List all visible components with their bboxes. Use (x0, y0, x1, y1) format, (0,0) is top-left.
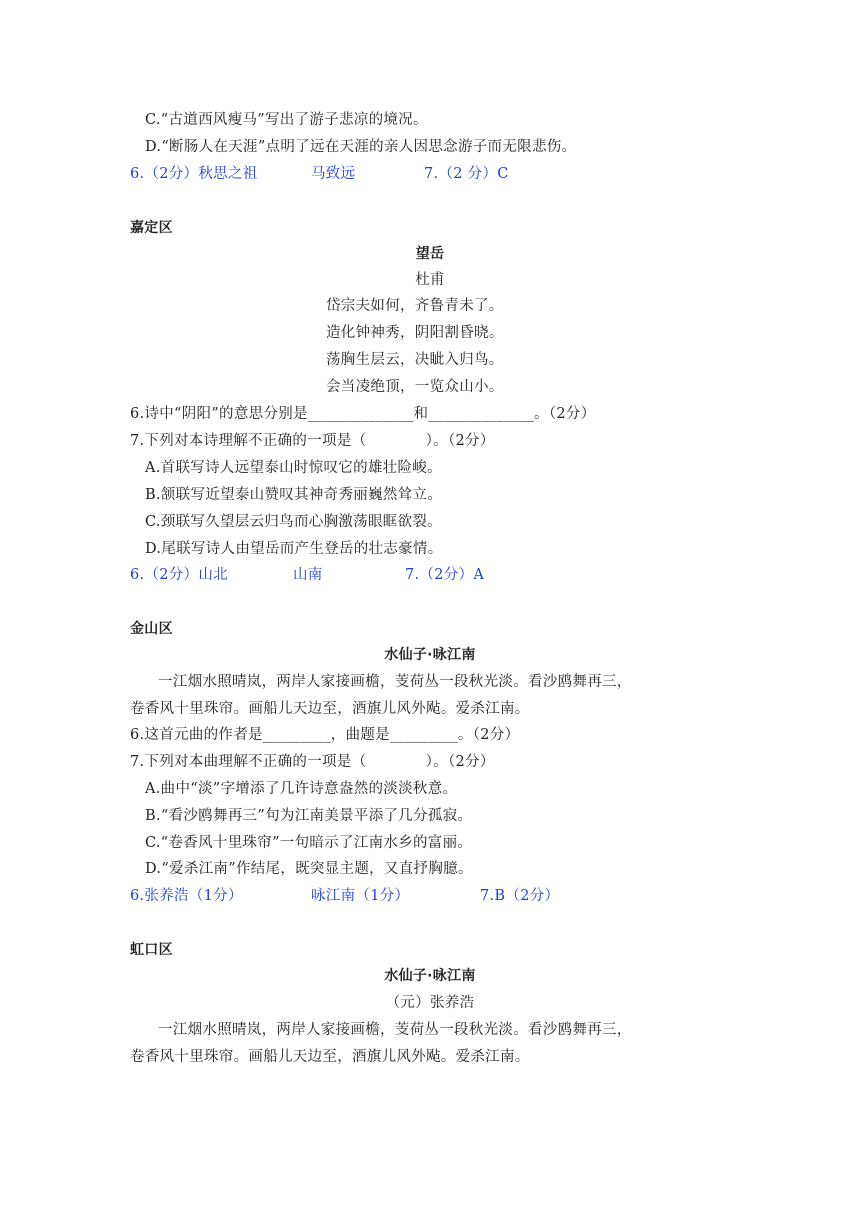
option-d: D.尾联写诗人由望岳而产生登岳的壮志豪情。 (145, 541, 443, 557)
paragraph-cont: 卷香风十里珠帘。画船儿天边至，酒旗儿风外飐。爱杀江南。 (130, 1049, 530, 1065)
option-b: B.“看沙鸥舞再三”句为江南美景平添了几分孤寂。 (145, 808, 473, 824)
answer-7: 7.（2分）A (405, 567, 485, 583)
paragraph-cont: 卷香风十里珠帘。画船儿天边至，酒旗儿风外飐。爱杀江南。 (130, 701, 530, 717)
district-heading: 虹口区 (130, 942, 173, 958)
answer-6: 6.张养浩（1分） (130, 888, 243, 904)
option-a: A.首联写诗人远望泰山时惊叹它的雄壮险峻。 (145, 460, 442, 476)
answer-7: 7.（2 分）C (424, 166, 509, 182)
poem-line: 会当凌绝顶，一览众山小。 (326, 379, 504, 395)
question-7: 7.下列对本诗理解不正确的一项是（ ）。（2分） (130, 433, 495, 449)
answer-6: 6.（2分）秋思之祖 (130, 166, 258, 182)
answer-6b: 山南 (293, 567, 323, 583)
song-title: 水仙子·咏江南 (384, 968, 476, 984)
poem-line: 造化钟神秀，阴阳割昏晓。 (326, 325, 504, 341)
option-d: D.“断肠人在天涯”点明了远在天涯的亲人因思念游子而无限悲伤。 (145, 139, 577, 155)
district-heading: 嘉定区 (130, 220, 173, 236)
option-c: C.“卷香风十里珠帘”一句暗示了江南水乡的富丽。 (145, 835, 473, 851)
poem-author: 杜甫 (415, 272, 445, 288)
paragraph: 一江烟水照晴岚，两岸人家接画檐，芰荷丛一段秋光淡。看沙鸥舞再三， (158, 674, 632, 690)
option-b: B.颔联写近望泰山赞叹其神奇秀丽巍然耸立。 (145, 487, 443, 503)
district-heading: 金山区 (130, 621, 173, 637)
answer-6b: 咏江南（1分） (311, 888, 410, 904)
poem-title: 望岳 (415, 246, 445, 262)
song-author: （元）张养浩 (385, 995, 475, 1011)
poem-line: 荡胸生层云，决眦入归鸟。 (326, 352, 504, 368)
option-d: D.“爱杀江南”作结尾，既突显主题，又直抒胸臆。 (145, 861, 473, 877)
poem-line: 岱宗夫如何，齐鲁青未了。 (326, 298, 504, 314)
question-7: 7.下列对本曲理解不正确的一项是（ ）。（2分） (130, 754, 495, 770)
song-title: 水仙子·咏江南 (384, 647, 476, 663)
option-c: C.颈联写久望层云归鸟而心胸激荡眼眶欲裂。 (145, 514, 442, 530)
paragraph: 一江烟水照晴岚，两岸人家接画檐，芰荷丛一段秋光淡。看沙鸥舞再三， (158, 1022, 632, 1038)
question-6: 6.这首元曲的作者是_________，曲题是_________。（2分） (130, 727, 520, 743)
answer-6-author: 马致远 (311, 166, 356, 182)
question-6: 6.诗中“阴阳”的意思分别是______________和______________。（2分） (130, 406, 596, 422)
answer-7: 7.B（2分） (480, 888, 560, 904)
option-a: A.曲中“淡”字增添了几许诗意盎然的淡淡秋意。 (145, 781, 458, 797)
answer-6: 6.（2分）山北 (130, 567, 228, 583)
option-c: C.“古道西风瘦马”写出了游子悲凉的境况。 (145, 112, 428, 128)
